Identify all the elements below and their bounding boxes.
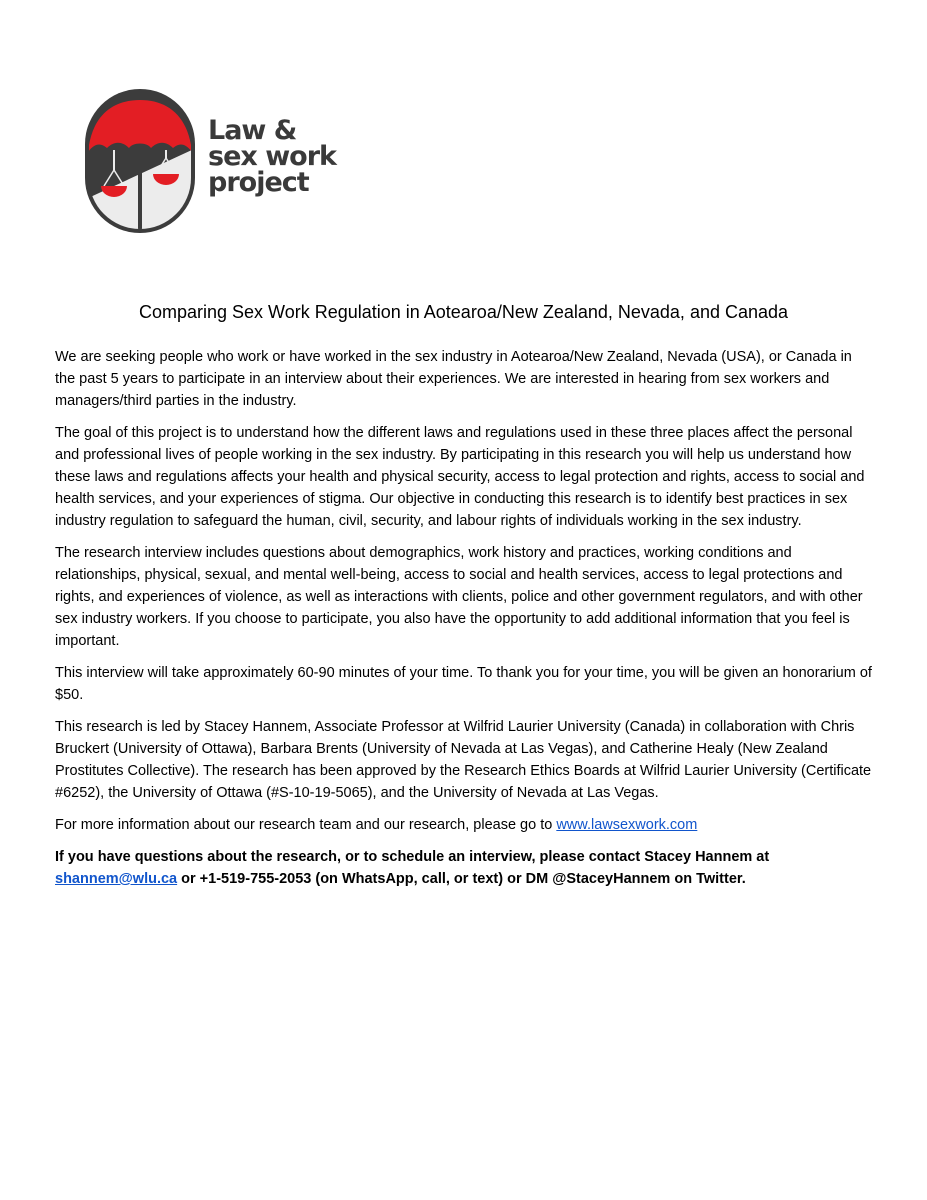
logo-line-1: Law &	[208, 115, 297, 146]
interview-content-paragraph: The research interview includes questions about demographics, work history and practices, working conditions and relationships, physical, sexual, and mental well-being, access to social and health services, access to legal protections and rights, and experiences of violence, as well as interactions with clients, police and other government regulators, and with other sex industry workers. If you choose to participate, you also have the opportunity to add additional information that you feel is important.	[55, 545, 863, 649]
more-info-paragraph	[55, 814, 875, 836]
logo-line-3: project	[208, 167, 309, 198]
duration-paragraph: This interview will take approximately 60-90 minutes of your time. To thank you for your time, you will be given an honorarium of $50.	[55, 665, 872, 703]
umbrella-scales-icon	[84, 88, 196, 234]
contact-text-a: If you have questions about the research, or to schedule an interview, please contact Stacey Hannem at	[55, 849, 770, 865]
contact-paragraph	[55, 846, 875, 890]
email-link[interactable]: shannem@wlu.ca	[55, 871, 178, 887]
project-logo	[84, 88, 354, 236]
intro-paragraph: We are seeking people who work or have worked in the sex industry in Aotearoa/New Zealand, Nevada (USA), or Canada in the past 5 years to participate in an interview about their experiences. We are interested in hearing from sex workers and managers/third parties in the industry.	[55, 349, 852, 409]
logo-wordmark	[208, 115, 358, 198]
website-link[interactable]: www.lawsexwork.com	[556, 817, 698, 833]
document-body	[55, 346, 875, 900]
research-team-paragraph: This research is led by Stacey Hannem, Associate Professor at Wilfrid Laurier University (Canada) in collaboration with Chris Bruckert (University of Ottawa), Barbara Brents (University of Nevada at Las Vegas), and Catherine Healy (New Zealand Prostitutes Collective). The research has been approved by the Research Ethics Boards at Wilfrid Laurier University (Certificate #6252), the University of Ottawa (#S-10-19-5065), and the University of Nevada at Las Vegas.	[55, 719, 872, 801]
page-title: Comparing Sex Work Regulation in Aotearoa/New Zealand, Nevada, and Canada	[138, 302, 789, 322]
logo-line-2: sex work	[208, 141, 336, 172]
more-info-text: For more information about our research team and our research, please go to	[55, 817, 557, 833]
contact-text-b: or +1-519-755-2053 (on WhatsApp, call, or text) or DM @StaceyHannem on Twitter.	[177, 871, 746, 887]
goal-paragraph: The goal of this project is to understand how the different laws and regulations used in these three places affect the personal and professional lives of people working in the sex industry. By participating in this research you will help us understand how these laws and regulations affects your health and physical security, access to legal protection and rights, access to social and health services, and your experiences of stigma. Our objective in conducting this research is to identify best practices in sex industry regulation to safeguard the human, civil, security, and labour rights of individuals working in the sex industry.	[55, 425, 865, 529]
